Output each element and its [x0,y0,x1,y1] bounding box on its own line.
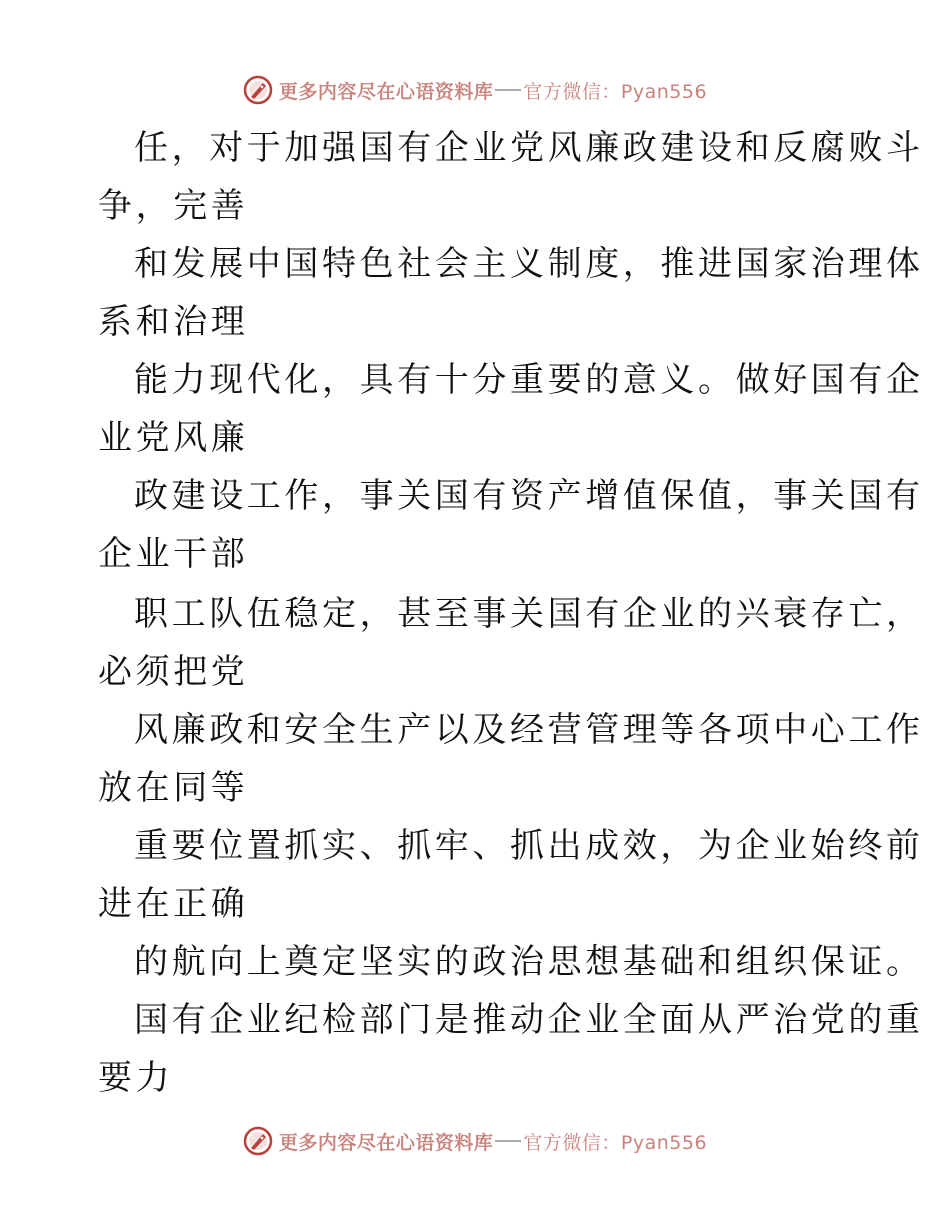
text-line: 和发展中国特色社会主义制度，推进国家治理体 [134,244,924,284]
text-line: 能力现代化，具有十分重要的意义。做好国有企 [134,360,924,400]
banner-divider [495,1140,521,1142]
text-line: 企业干部 [98,534,249,574]
text-line: 要力 [98,1058,174,1098]
banner-title: 更多内容尽在心语资料库 [278,1131,494,1154]
text-line: 进在正确 [98,884,249,924]
text-line: 系和治理 [98,302,249,342]
text-line: 任，对于加强国有企业党风廉政建设和反腐败斗 [134,128,924,168]
text-line: 重要位置抓实、抓牢、抓出成效，为企业始终前 [134,826,924,866]
text-line: 风廉政和安全生产以及经营管理等各项中心工作 [134,710,924,750]
banner-title: 更多内容尽在心语资料库 [278,80,494,103]
text-line: 放在同等 [98,768,249,808]
text-line: 职工队伍稳定，甚至事关国有企业的兴衰存亡， [134,594,924,634]
text-line: 的航向上奠定坚实的政治思想基础和组织保证。 [134,942,924,982]
text-line: 国有企业纪检部门是推动企业全面从严治党的重 [134,1000,924,1040]
banner-wechat: 官方微信：Pyan556 [523,80,708,103]
footer-banner [0,1123,950,1159]
banner-wechat: 官方微信：Pyan556 [523,1131,708,1154]
text-line: 必须把党 [98,652,249,692]
text-line: 政建设工作，事关国有资产增值保值，事关国有 [134,476,924,516]
text-line: 业党风廉 [98,418,249,458]
pen-nib-logo-icon [243,1126,273,1156]
text-line: 争，完善 [98,186,249,226]
